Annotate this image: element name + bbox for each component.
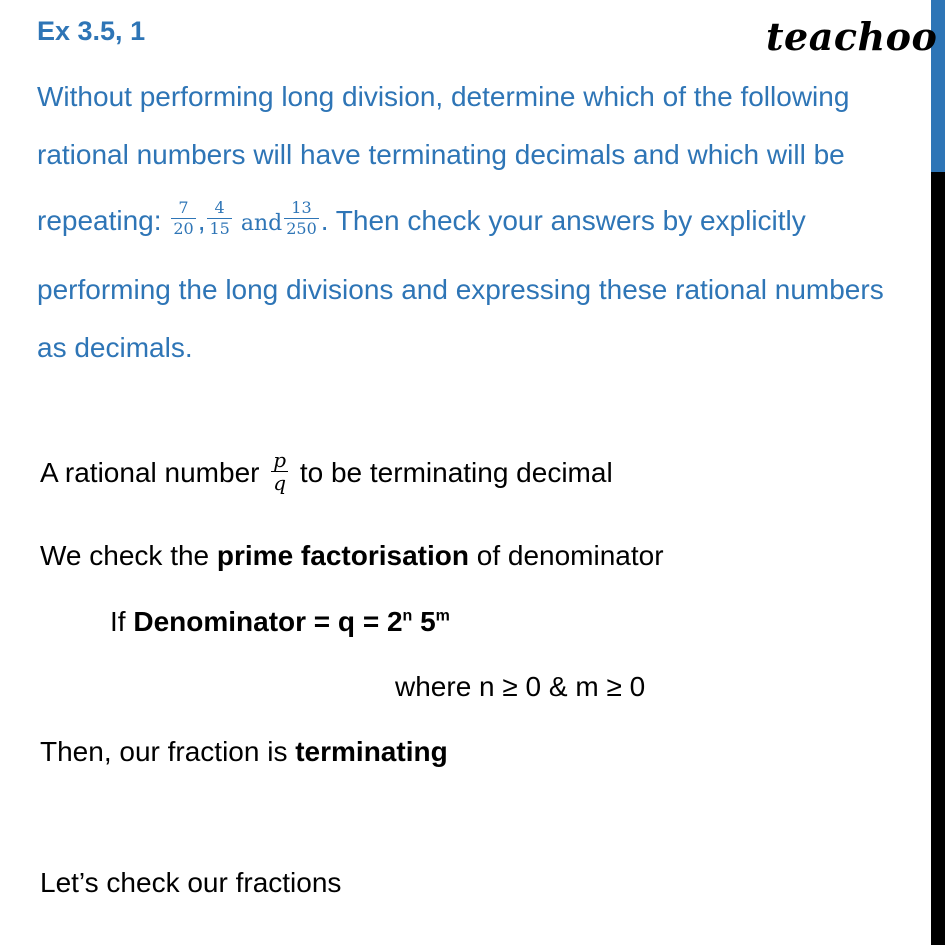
and-word: and [233,211,283,236]
question-line-3-prefix: repeating: [37,205,170,236]
question-line-3-suffix: . Then check your answers by explicitly [320,205,806,236]
fraction-p-q [271,449,288,494]
exponent-n: n [402,607,413,625]
then-bold: terminating [295,736,448,767]
fraction-numerator: 7 [171,198,195,219]
if-prefix: If [110,606,134,637]
question-line-5: as decimals. [37,332,193,363]
then-statement [40,736,448,768]
check-prefix: We check the [40,540,217,571]
check-statement [40,540,664,572]
exercise-title: Ex 3.5, 1 [37,16,146,46]
fraction-7-20 [171,198,195,239]
fraction-numerator: 13 [284,198,319,219]
if-bold [133,606,450,637]
denominator-formula: Denominator = q = 2 [133,606,403,637]
question-line-3 [37,184,932,261]
fraction-denominator: 250 [286,219,317,239]
fraction-denominator: 20 [173,219,194,239]
fraction-numerator: p [273,448,287,472]
five-base: 5 [412,606,436,637]
fraction-4-15 [207,198,231,239]
if-statement [110,606,450,638]
rule-statement [40,448,613,497]
question-line-2: rational numbers will have terminating decimals and which will be [37,139,845,170]
exponent-m: m [435,607,450,625]
rule-suffix: to be terminating decimal [292,456,613,488]
where-condition: where n ≥ 0 & m ≥ 0 [395,671,646,702]
fraction-denominator: q [273,471,287,495]
then-prefix: Then, our fraction is [40,736,296,767]
teachoo-logo: teachoo [766,14,938,59]
check-bold: prime factorisation [216,540,469,571]
lets-check: Let’s check our fractions [40,867,342,898]
fraction-denominator: 15 [209,219,230,239]
fraction-13-250 [284,198,319,239]
fraction-numerator: 4 [207,198,231,219]
question-line-4: performing the long divisions and expressing these rational numbers [37,274,884,305]
check-suffix: of denominator [468,540,664,571]
question-text [37,68,932,377]
fraction-separator: , [197,205,206,236]
question-line-1: Without performing long division, determine which of the following [37,81,850,112]
rule-prefix: A rational number [40,456,268,488]
